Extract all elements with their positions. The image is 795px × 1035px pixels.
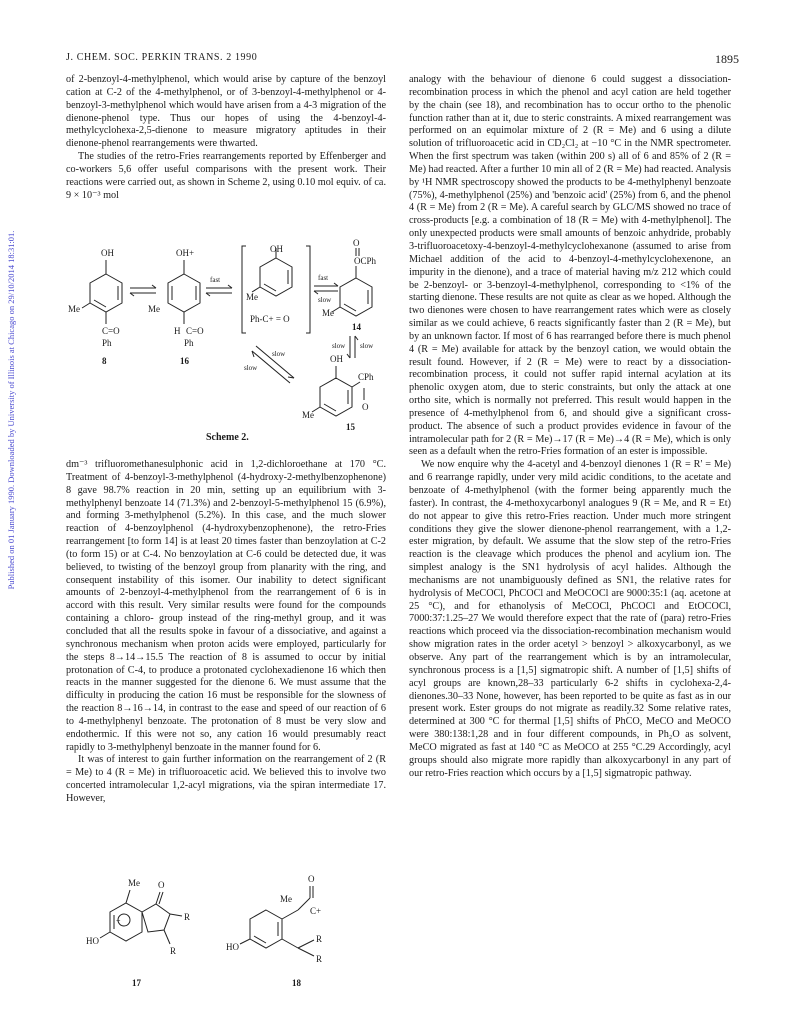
label-ocph: OCPh (354, 256, 377, 266)
label-me: Me (246, 292, 258, 302)
label-co: C=O (186, 326, 204, 336)
label-me: Me (280, 894, 292, 904)
label-r: R (316, 934, 323, 944)
label-acylium: Ph-C+ = O (250, 314, 290, 324)
label-o: O (158, 880, 165, 890)
label-fast: fast (318, 274, 329, 282)
paragraph: dm⁻³ trifluoromethanesulphonic acid in 1,2-dichloroethane at 170 °C. Treatment of 4-benzoyl-3-methylphenol (4-hydroxy-2-methylbenzophenone) 8 gave 98.7% reaction in 20 min, setting up an equilibrium with 3-methylphenyl benzoate 14 (71.3%) and 2-benzoyl-5-methylphenol 15 (6.9%), and forming 3-methylphenol (5.2%). In this case, and the much slower reaction of 4-benzoylphenol (4-hydroxybenzophenone), the retro-Fries rearrangement [to form 14] is at least 20 times faster than benzoylation at C-2 (to form 15) or at C-4. No benzoylation at C-6 could be detected due, it was believed, to twisting of the benzoyl group from planarity with the ring, and consequent instability of this isomer. Our inability to detect significant amounts of 2-benzoyl-4-methylphenol from the rearrangement of 6 is in accord with this result. Very similar results were found for the compounds containing a chloro- group instead of the ring-methyl group, and it was concluded that all the results spoke in favour of a dissociative, and against a synchronous mechanism when proton acids were employed, particularly for the steps 8→14→15.5 The reaction of 8 is assumed to occur by initial protonation of C-4, to produce a protonated cyclohexadienone 16 which then reacts in the manner suggested for the dienone 6. We must assume that the difficulty in producing the cation 16 must be responsible for the slowness of the reaction 8→16→14, in contrast to the ease and speed of our reaction of 6 to 4-methylphenyl benzoate. The protonation of 8 must be very slow and endothermic. If this were not so, any cation 16 would presumably react rapidly to 3-methylphenyl benzoate in the manner found for 6. (66, 459, 386, 753)
label-o: O (362, 402, 369, 412)
label-ph: Ph (102, 338, 112, 348)
label-slow: slow (272, 350, 286, 358)
paragraph: The studies of the retro-Fries rearrangements reported by Effenberger and co-workers 5,6 offer useful comparisons with the present work. Their reactions were carried out, as shown in Scheme 2, using 0.10 mol equiv. of ca. 9 × 10⁻³ mol (66, 151, 386, 201)
label-me: Me (302, 410, 314, 420)
paragraph: We now enquire why the 4-acetyl and 4-benzoyl dienones 1 (R = R' = Me) and 6 rearrange rapidly, under very mild acidic conditions, to the acetate and benzoate of 4-methylphenol (with the former being apparently much the faster). In contrast, the 4-methoxycarbonyl analogues 9 (R = Me, and R = Et) do not appear to give this retro-Fries reaction. Under much more stringent conditions they give the slower dienone-phenol rearrangement, with a 1,2-ester migration, by default. We assume that the slow step of the retro-Fries reaction is the cleavage which produces the phenol and acylium ion. The simplest analogy is the SN1 hydrolysis of acyl halides. Although the mechanisms are not unambiguously defined as SN1, the relative rates for hydrolysis of MeCOCl, PhCOCl and MeOCOCl are 9000:35:1 (aq. acetone at 25 °C), and for ethanolysis of MeCOCl, PhCOCl and EtOCOCl, 7000:37:1.25–27 We would therefore expect that the rate of (para) retro-Fries reactions which proceed via the dissociation-recombination mechanism would show migration rates in the order acetyl > benzoyl > alkoxycarbonyl, as we observe. Any part of the rearrangement which is by an intramolecular, synchronous process is a [1,5] sigmatropic shift. A number of [1,5] shifts of acyl groups are known,28–33 particularly 6-2 shifts in cyclohexa-2,4-dienones.30–33 None, however, has been reported to be quite as fast as in our present work. Ester groups do not migrate as readily.32 Some relative rates, determined at 300 °C for thermal [1,5] shifts of PhCO, MeCO and MeOCO were 380:138:1,28 and in four different compounds, in Ph₂O as solvent, MeCO migrated as fast at 140 °C as MeOCO at 255 °C.29 Accordingly, acyl groups should also migrate more rapidly than alkoxycarbonyl in any part of our retro-Fries reaction which occurs by a [1,5] sigmatropic pathway. (409, 459, 731, 779)
label-me: Me (322, 308, 334, 318)
compound-14-label: 14 (352, 322, 361, 332)
label-me: Me (148, 304, 160, 314)
scheme-2 (66, 238, 386, 448)
compound-8-label: 8 (102, 356, 107, 366)
label-cph: CPh (358, 372, 374, 382)
label-plus: + (116, 916, 121, 925)
scheme-caption: Scheme 2. (206, 432, 249, 443)
right-column (409, 74, 731, 780)
label-fast: fast (210, 276, 221, 284)
label-oh-plus: OH+ (176, 248, 195, 258)
label-oh: OH (330, 354, 343, 364)
label-slow: slow (244, 364, 258, 372)
label-r: R (170, 946, 177, 956)
left-column-top (66, 74, 386, 202)
label-co: C=O (102, 326, 120, 336)
label-o: O (308, 874, 315, 884)
structures-17-18 (66, 858, 386, 1016)
label-ph: Ph (184, 338, 194, 348)
label-ho: HO (86, 936, 99, 946)
left-column-bottom (66, 459, 386, 806)
label-oh: OH (101, 248, 114, 258)
label-ho: HO (226, 942, 239, 952)
compound-18-label: 18 (292, 978, 301, 988)
running-header: J. CHEM. SOC. PERKIN TRANS. 2 1990 (66, 52, 258, 63)
label-r: R (184, 912, 191, 922)
paragraph: analogy with the behaviour of dienone 6 could suggest a dissociation-recombination process in which the phenol and acyl cation are held together by the chain (see 18), and recombination has to occur ortho to the phenolic function rather than at it, due to steric constraints. A mixed rearrangement was performed on an equimolar mixture of 2 (R = Me) and 6 using a dilute solution of trifluoroacetic acid in CD₂Cl₂ at −10 °C in the NMR spectrometer. When the first spectrum was taken (within 200 s) all of 6 and 85% of 2 (R = Me) had reacted. After a further 10 min all of 2 (R = Me) had reacted. Analysis by ¹H NMR spectroscopy showed the products to be 4-methylphenyl benzoate (75%), 4-methylphenol (25%) and 'benzoic acid' (25%) from 6, and the phenol 4 (R = Me) from 2 (R = Me). A careful search by GLC/MS showed no trace of cross-products [e.g. a combination of 18 (R = Me) with 4-methylphenol]. The only unexpected products were small amounts of benzoic anhydride, probably 3-trifluoroacetoxy-4-benzoyl-4-methylcyclohexanone (assumed to arise from Michael addition of the acid to 4-benzoyl-4-methylcyclohexenone, an impurity in the dienone), and a trace of material having m/z 212 which could be 2-benzoyl- or 3-benzoyl-4-methylphenol, corresponding to <1% of the starting dienone. These results are not quite as clear as we hoped. Although the two dienones were chosen to have rearrangement rates which were as closely similar as we could achieve, 6 reacts significantly faster than 2 (R = Me), but by an unknown factor. If most of 6 has rearranged before there is much phenol 4 (R = Me) available for attack by the benzoyl cation, we would obtain the result found. However, if 2 (R = Me) were to react by a dissociation-recombination process, it could not suffer rapid internal acylation at its phenolic oxygen atom, due to steric constraints, but only the attack at one ortho site, which is normally not preferred. This result would happen in the presence of 4-methylphenol from 6, and should give a significant cross-product. The absence of such a product provides evidence in favour of the intramolecular path for 2 (R = Me)→17 (R = Me)→4 (R = Me), which is only seen as a default when the retro-Fries formation of an ester is impossible. (409, 74, 732, 458)
label-me: Me (68, 304, 80, 314)
label-slow: slow (332, 342, 346, 350)
download-notice-text: Published on 01 January 1990. Downloaded by University of Illinois at Chicago on 29/10/2014 18:31:01. (6, 230, 16, 590)
download-notice (4, 185, 18, 635)
compound-16-label: 16 (180, 356, 189, 366)
label-cplus: C+ (310, 906, 322, 916)
label-r: R (316, 954, 323, 964)
compound-15-label: 15 (346, 422, 355, 432)
label-slow: slow (318, 296, 332, 304)
label-slow: slow (360, 342, 374, 350)
label-o: O (353, 238, 360, 248)
paragraph: of 2-benzoyl-4-methylphenol, which would arise by capture of the benzoyl cation at C-2 of the 4-methylphenol, or of 3-benzoyl-4-methylphenol or 4-benzoyl-3-methylphenol which would have arisen from a 4-3 migration of the dienone-phenol type. Thus our hopes of using the 4-benzoyl-4-methylcyclohexa-2,5-dienone to measure migratory aptitudes in their dienone-phenol rearrangements were thwarted. (66, 74, 386, 150)
label-oh: OH (270, 244, 283, 254)
compound-17-label: 17 (132, 978, 141, 988)
page-number: 1895 (715, 52, 739, 66)
label-me: Me (128, 878, 140, 888)
label-h: H (174, 326, 181, 336)
paragraph: It was of interest to gain further information on the rearrangement of 2 (R = Me) to 4 (R = Me) in trifluoroacetic acid. We believed this to involve two concerted intramolecular 1,2-acyl migrations, via the spiran intermediate 17. However, (66, 754, 386, 804)
